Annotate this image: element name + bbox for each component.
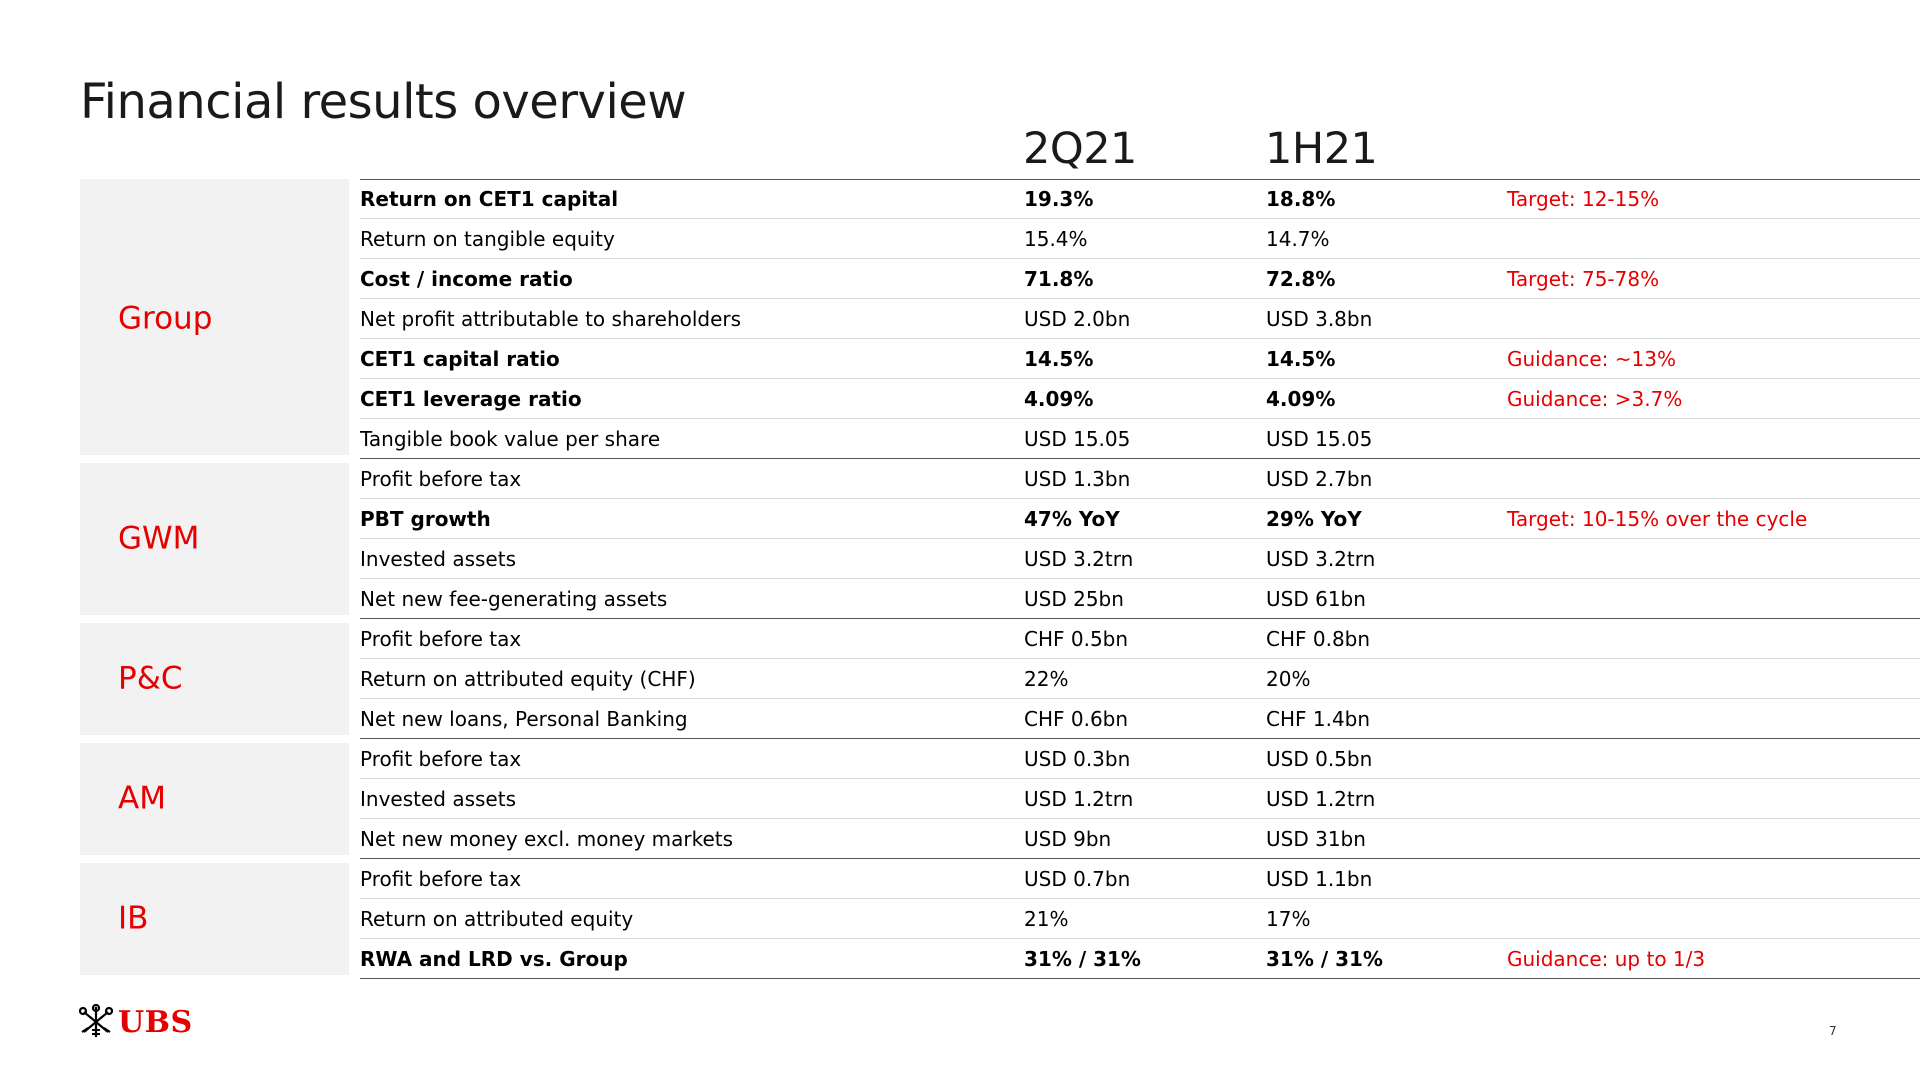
value-2q21: USD 25bn: [1024, 586, 1124, 611]
metric-label: Cost / income ratio: [360, 266, 573, 291]
value-2q21: USD 0.7bn: [1024, 866, 1131, 891]
value-1h21: USD 3.8bn: [1266, 306, 1373, 331]
value-2q21: USD 3.2trn: [1024, 546, 1134, 571]
table-row: [360, 579, 1920, 619]
metric-label: CET1 capital ratio: [360, 346, 560, 371]
value-2q21: 21%: [1024, 906, 1069, 931]
value-1h21: CHF 0.8bn: [1266, 626, 1371, 651]
table-row: [360, 179, 1920, 219]
value-1h21: USD 61bn: [1266, 586, 1366, 611]
value-2q21: 22%: [1024, 666, 1069, 691]
value-1h21: 17%: [1266, 906, 1311, 931]
value-2q21: CHF 0.5bn: [1024, 626, 1129, 651]
metric-label: Invested assets: [360, 786, 516, 811]
ubs-logo: [79, 1002, 193, 1042]
value-1h21: USD 0.5bn: [1266, 746, 1373, 771]
table-row: [360, 779, 1920, 819]
value-1h21: CHF 1.4bn: [1266, 706, 1371, 731]
ubs-logo-text: UBS: [118, 1004, 193, 1040]
value-2q21: USD 9bn: [1024, 826, 1112, 851]
table-row: [360, 819, 1920, 859]
page-title: Financial results overview: [80, 74, 687, 130]
segment-label: IB: [118, 900, 149, 937]
segment-label: GWM: [118, 520, 200, 557]
table-row: [360, 299, 1920, 339]
table-row: [360, 699, 1920, 739]
value-1h21: USD 1.1bn: [1266, 866, 1373, 891]
table-row: [360, 459, 1920, 499]
metric-label: Net profit attributable to shareholders: [360, 306, 742, 331]
segment-label: Group: [118, 300, 213, 337]
table-row: [360, 339, 1920, 379]
table-row: [360, 419, 1920, 459]
segment-label: P&C: [118, 660, 183, 697]
value-1h21: 4.09%: [1266, 386, 1336, 411]
value-2q21: 71.8%: [1024, 266, 1094, 291]
metric-label: Return on attributed equity: [360, 906, 634, 931]
value-2q21: 15.4%: [1024, 226, 1088, 251]
value-1h21: 20%: [1266, 666, 1311, 691]
value-2q21: USD 15.05: [1024, 426, 1131, 451]
value-2q21: 31% / 31%: [1024, 946, 1141, 971]
value-2q21: 4.09%: [1024, 386, 1094, 411]
value-1h21: 29% YoY: [1266, 506, 1362, 531]
metric-label: Net new money excl. money markets: [360, 826, 734, 851]
table-row: [360, 219, 1920, 259]
table-row: [360, 499, 1920, 539]
value-2q21: 19.3%: [1024, 186, 1094, 211]
table-row: [360, 379, 1920, 419]
segment-label: AM: [118, 780, 166, 817]
metric-label: Profit before tax: [360, 626, 522, 651]
value-1h21: USD 3.2trn: [1266, 546, 1376, 571]
value-2q21: 47% YoY: [1024, 506, 1120, 531]
value-1h21: USD 1.2trn: [1266, 786, 1376, 811]
metric-label: Net new loans, Personal Banking: [360, 706, 688, 731]
column-header-1h21: 1H21: [1265, 124, 1378, 174]
table-row: [360, 859, 1920, 899]
metric-label: CET1 leverage ratio: [360, 386, 582, 411]
value-1h21: USD 15.05: [1266, 426, 1373, 451]
value-2q21: USD 2.0bn: [1024, 306, 1131, 331]
ubs-keys-icon: [79, 1004, 113, 1040]
page-number: 7: [1829, 1024, 1837, 1038]
value-2q21: USD 0.3bn: [1024, 746, 1131, 771]
value-1h21: 14.7%: [1266, 226, 1330, 251]
metric-label: Profit before tax: [360, 746, 522, 771]
value-2q21: USD 1.3bn: [1024, 466, 1131, 491]
value-1h21: 31% / 31%: [1266, 946, 1383, 971]
target-note: Target: 12-15%: [1507, 186, 1660, 211]
value-2q21: CHF 0.6bn: [1024, 706, 1129, 731]
table-row: [360, 659, 1920, 699]
target-note: Target: 10-15% over the cycle: [1507, 506, 1808, 531]
target-note: Guidance: up to 1/3: [1507, 946, 1706, 971]
table-row: [360, 619, 1920, 659]
target-note: Guidance: >3.7%: [1507, 386, 1683, 411]
table-row: [360, 539, 1920, 579]
value-1h21: USD 2.7bn: [1266, 466, 1373, 491]
metric-label: PBT growth: [360, 506, 491, 531]
metric-label: Profit before tax: [360, 466, 522, 491]
table-row: [360, 259, 1920, 299]
metric-label: Net new fee-generating assets: [360, 586, 668, 611]
target-note: Target: 75-78%: [1507, 266, 1660, 291]
value-1h21: 14.5%: [1266, 346, 1336, 371]
column-header-2q21: 2Q21: [1023, 124, 1137, 174]
value-1h21: USD 31bn: [1266, 826, 1366, 851]
table-row: [360, 739, 1920, 779]
target-note: Guidance: ~13%: [1507, 346, 1676, 371]
metric-label: Tangible book value per share: [360, 426, 661, 451]
metric-label: RWA and LRD vs. Group: [360, 946, 628, 971]
metric-label: Return on CET1 capital: [360, 186, 619, 211]
metric-label: Return on tangible equity: [360, 226, 615, 251]
value-2q21: 14.5%: [1024, 346, 1094, 371]
metric-label: Invested assets: [360, 546, 516, 571]
metric-label: Return on attributed equity (CHF): [360, 666, 696, 691]
value-2q21: USD 1.2trn: [1024, 786, 1134, 811]
value-1h21: 18.8%: [1266, 186, 1336, 211]
table-row: [360, 899, 1920, 939]
metric-label: Profit before tax: [360, 866, 522, 891]
table-row: [360, 939, 1920, 979]
value-1h21: 72.8%: [1266, 266, 1336, 291]
